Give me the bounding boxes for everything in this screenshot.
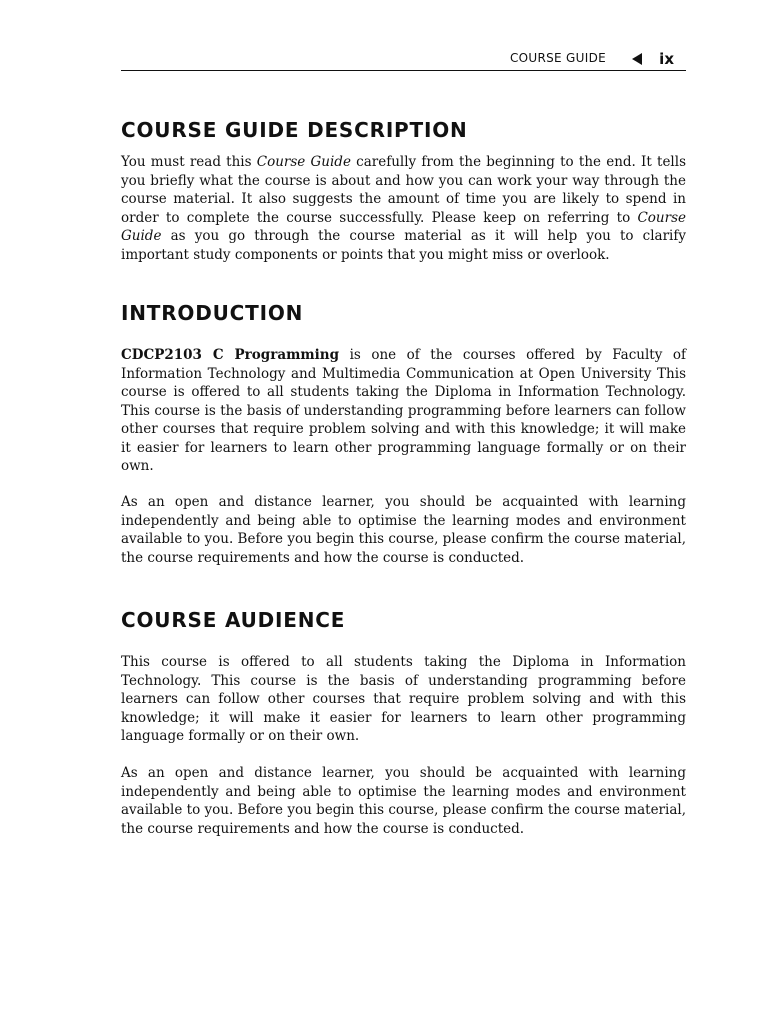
paragraph-audience-1: This course is offered to all students taking the Diploma in Information Technology. This course is the basis of understanding programming before learners can follow other courses that require problem solving and with this knowledge; it will make it easier for learners to learn other programming language formally or on their own.	[121, 654, 686, 744]
section-heading-introduction: INTRODUCTION	[121, 301, 304, 325]
paragraph-audience-2: As an open and distance learner, you should be acquainted with learning independently and being able to optimise the learning modes and environment available to you. Before you begin this course, please confirm the course material, the course requirements and how the course is conducted.	[121, 765, 686, 837]
section-heading-course-audience: COURSE AUDIENCE	[121, 608, 346, 632]
text-segment: carefully from the beginning to the end. It tells you briefly what the course is about and how you can work your way through the course material. It also suggests the amount of time you are likely to spend in order to complete the course successfully. Please keep on referring to	[121, 154, 686, 226]
running-header	[121, 50, 686, 71]
italic-course-guide: Course Guide	[256, 154, 351, 170]
text-segment: is one of the courses offered by Faculty of Information Technology and Multimedia Communication at Open University This course is offered to all students taking the Diploma in Information Technology. This course is the basis of understanding programming before learners can follow other courses that require problem solving and with this knowledge; it will make it easier for learners to learn other programming language formally or on their own.	[121, 347, 686, 474]
text-segment: as you go through the course material as it will help you to clarify important study components or points that you might miss or overlook.	[121, 228, 686, 263]
page-number: ix	[659, 50, 674, 68]
paragraph-introduction-2: As an open and distance learner, you should be acquainted with learning independently and being able to optimise the learning modes and environment available to you. Before you begin this course, please confirm the course material, the course requirements and how the course is conducted.	[121, 494, 686, 566]
left-triangle-icon	[632, 53, 642, 65]
course-code-title: CDCP2103 C Programming	[121, 347, 340, 363]
running-title: COURSE GUIDE	[509, 51, 606, 65]
italic-course-guide: Course Guide	[121, 209, 686, 244]
paragraph-course-guide-description	[121, 153, 686, 264]
section-heading-course-guide-description: COURSE GUIDE DESCRIPTION	[121, 118, 468, 142]
text-segment: You must read this	[121, 154, 257, 170]
paragraph-introduction-1	[121, 346, 686, 476]
